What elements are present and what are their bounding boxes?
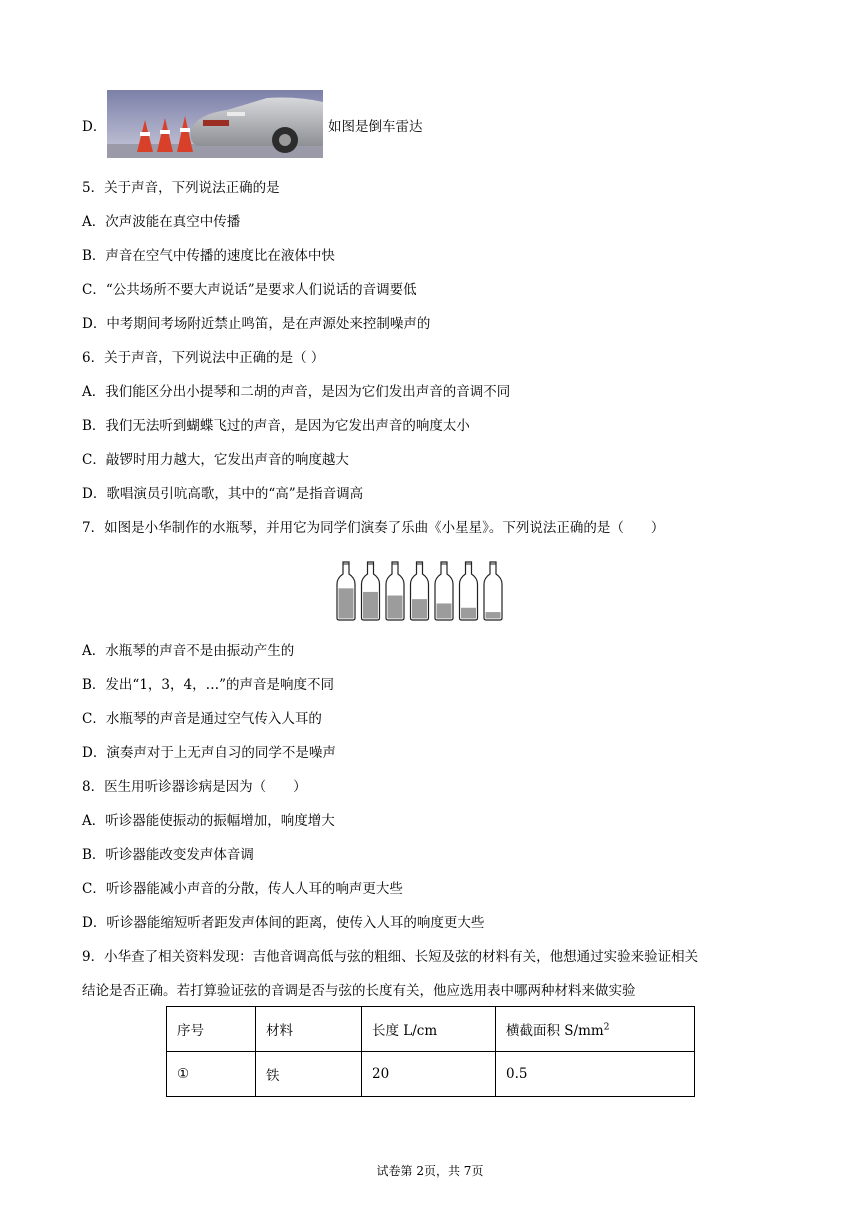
string-material-table <box>166 1006 695 1097</box>
water-bottle <box>362 562 380 620</box>
header-area-superscript: 2 <box>603 1022 610 1033</box>
table-header-cell: 序号 <box>167 1007 256 1052</box>
q6-option-b: B．我们无法听到蝴蝶飞过的声音，是因为它发出声音的响度太小 <box>82 418 470 434</box>
water-bottle <box>460 562 478 620</box>
q5-option-b: B．声音在空气中传播的速度比在液体中快 <box>82 248 335 264</box>
header-area-label: 横截面积 S/mm <box>506 1023 604 1039</box>
table-cell: ① <box>167 1052 256 1097</box>
q6-option-a: A．我们能区分出小提琴和二胡的声音，是因为它们发出声音的音调不同 <box>82 384 511 400</box>
q8-option-c: C．听诊器能减小声音的分散，传人人耳的响声更大些 <box>82 881 403 897</box>
car-parking-radar-image <box>107 90 323 158</box>
q9-stem-line1: 9．小华查了相关资料发现：吉他音调高低与弦的粗细、长短及弦的材料有关，他想通过实验来验证相关 <box>82 949 699 965</box>
q6-option-c: C．敲锣时用力越大，它发出声音的响度越大 <box>82 452 349 468</box>
q8-option-d: D．听诊器能缩短听者距发声体间的距离，使传入人耳的响度更大些 <box>82 915 485 931</box>
table-cell: 0.5 <box>496 1052 695 1097</box>
q5-option-c: C．“公共场所不要大声说话”是要求人们说话的音调要低 <box>82 282 417 298</box>
water-bottle <box>484 562 502 620</box>
table-cell: 20 <box>362 1052 496 1097</box>
water-bottle-xylophone-figure <box>332 560 530 622</box>
q5-option-d: D．中考期间考场附近禁止鸣笛，是在声源处来控制噪声的 <box>82 316 431 332</box>
water-bottle <box>386 562 404 620</box>
q7-stem: 7．如图是小华制作的水瓶琴，并用它为同学们演奏了乐曲《小星星》。下列说法正确的是（ ） <box>82 520 665 536</box>
q4-option-d-label: D． <box>82 119 107 135</box>
table-header-cell: 长度 L/cm <box>362 1007 496 1052</box>
water-bottle <box>411 562 429 620</box>
water-bottle <box>337 562 355 620</box>
q5-stem: 5．关于声音，下列说法正确的是 <box>82 180 280 196</box>
q6-option-d: D．歌唱演员引吭高歌，其中的“高”是指音调高 <box>82 486 364 502</box>
q7-option-d: D．演奏声对于上无声自习的同学不是噪声 <box>82 745 336 761</box>
q7-option-c: C．水瓶琴的声音是通过空气传入人耳的 <box>82 711 322 727</box>
page-footer: 试卷第 2页，共 7页 <box>376 1164 484 1178</box>
q8-option-a: A．听诊器能使振动的振幅增加，响度增大 <box>82 813 335 829</box>
table-header-row <box>167 1007 695 1052</box>
q7-option-a: A．水瓶琴的声音不是由振动产生的 <box>82 643 295 659</box>
q8-option-b: B．听诊器能改变发声体音调 <box>82 847 254 863</box>
table-header-cell: 材料 <box>256 1007 362 1052</box>
table-header-cell <box>496 1007 695 1052</box>
q5-option-a: A．次声波能在真空中传播 <box>82 214 241 230</box>
q8-stem: 8．医生用听诊器诊病是因为（ ） <box>82 779 307 795</box>
q6-stem: 6．关于声音，下列说法中正确的是（ ） <box>82 350 325 366</box>
water-bottle <box>435 562 453 620</box>
table-cell: 铁 <box>256 1052 362 1097</box>
q4-option-d-text: 如图是倒车雷达 <box>328 119 423 135</box>
q7-option-b: B．发出“1，3，4，…”的声音是响度不同 <box>82 677 334 693</box>
q9-stem-line2: 结论是否正确。若打算验证弦的音调是否与弦的长度有关，他应选用表中哪两种材料来做实验 <box>82 983 636 999</box>
table-row <box>167 1052 695 1097</box>
